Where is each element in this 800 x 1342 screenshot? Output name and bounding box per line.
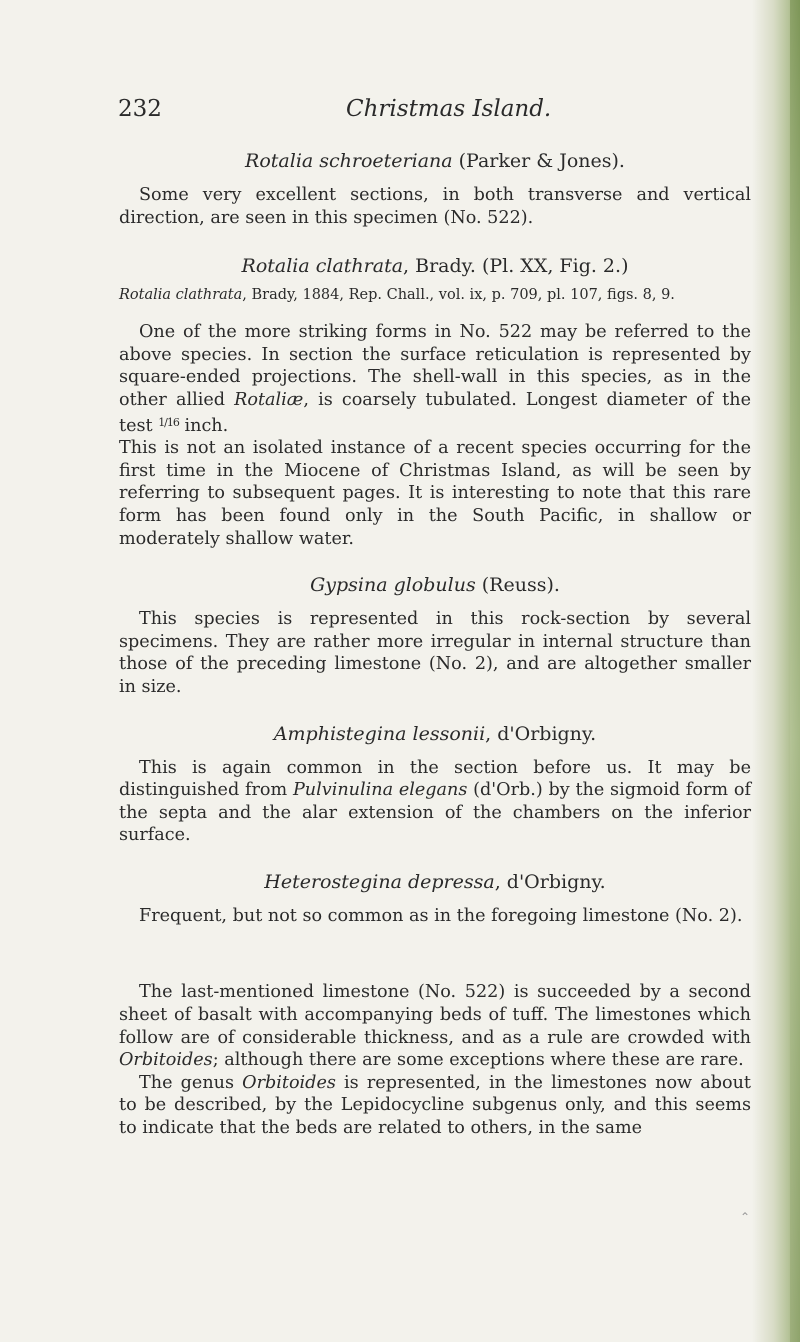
page-number: 232 [118,96,162,122]
text-run: The genus [139,1072,243,1093]
species-authority: , d'Orbigny. [494,870,606,893]
body-paragraph [119,321,751,437]
body-paragraph: This is not an isolated instance of a recent species occurring for the first time in the Miocene of Christmas Island, as will be seen by referring to subsequent pages. It is interesting to note that this rare form has been found only in the South Pacific, in shallow or moderately shallow water. [119,438,751,549]
species-name: Rotalia clathrata [241,255,404,278]
italic-taxon: Orbitoides [119,1050,213,1071]
text-run: The last-mentioned limestone (No. 522) is succeeded by a second sheet of basalt with accompanying beds of tuff. The limestones which follow are of considerable thickness, and as a rule are crowded with [119,982,751,1048]
body-paragraph: This species is represented in this rock-section by several specimens. They are rather more irregular in internal structure than those of the preceding limestone (No. 2), and are altogether smaller in size. [119,609,751,697]
species-heading [119,869,751,895]
reference-details: , Brady, 1884, Rep. Chall., vol. ix, p. 709, pl. 107, figs. 8, 9. [242,287,675,304]
species-name: Rotalia schroeteriana [245,150,453,172]
text-run: This is again common in the section before us. It may be distinguished from [119,757,751,801]
text-run: is represented, in the limestones now about to be described, by the Lepidocycline subgenus only, and this seems to indicate that the beds are related to others, in the same [119,1072,751,1139]
page-edge-stain [790,0,800,1342]
reference-species-name: Rotalia clathrata [119,287,243,304]
italic-taxon: Orbitoides [242,1072,336,1093]
text-run: , is coarsely tubulated. Longest diameter of the test [119,389,751,436]
fraction: 1/16 [158,415,179,429]
body-paragraph: Some very excellent sections, in both transverse and vertical direction, are seen in this specimen (No. 522). [119,185,751,228]
text-run: ; although there are some exceptions where these are rare. [212,1050,744,1071]
body-paragraph [119,981,751,1071]
body-paragraph: Frequent, but not so common as in the foregoing limestone (No. 2). [139,905,743,926]
page-body [119,148,751,1140]
italic-taxon: Rotaliæ [234,389,304,410]
species-heading [119,721,751,747]
text-run: (d'Orb.) by the sigmoid form of the septa and the alar extension of the chambers on the inferior surface. [119,780,751,846]
species-name: Gypsina globulus [310,574,476,597]
margin-mark-icon: ⌃ [739,1210,750,1224]
text-run: One of the more striking forms in No. 522 may be referred to the above species. In section the surface reticulation is represented by square-ended projections. The shell-wall in this species, as in the other allied [119,322,751,410]
italic-taxon: Pulvinulina elegans [292,780,468,801]
bibliographic-reference [119,285,751,305]
species-name: Amphistegina lessonii [273,722,486,745]
species-authority: , d'Orbigny. [485,722,597,745]
body-paragraph [119,757,751,847]
species-heading [119,148,751,174]
species-heading [119,572,751,598]
page-header [118,96,678,132]
body-paragraph [119,1072,751,1140]
species-name: Heterostegina depressa [264,870,495,893]
species-heading [119,253,751,279]
text-run: inch. [178,415,229,436]
running-title: Christmas Island. [346,96,552,122]
species-authority: (Reuss). [475,574,560,597]
species-authority: , Brady. (Pl. XX, Fig. 2.) [403,255,629,278]
species-authority: (Parker & Jones). [452,150,625,172]
